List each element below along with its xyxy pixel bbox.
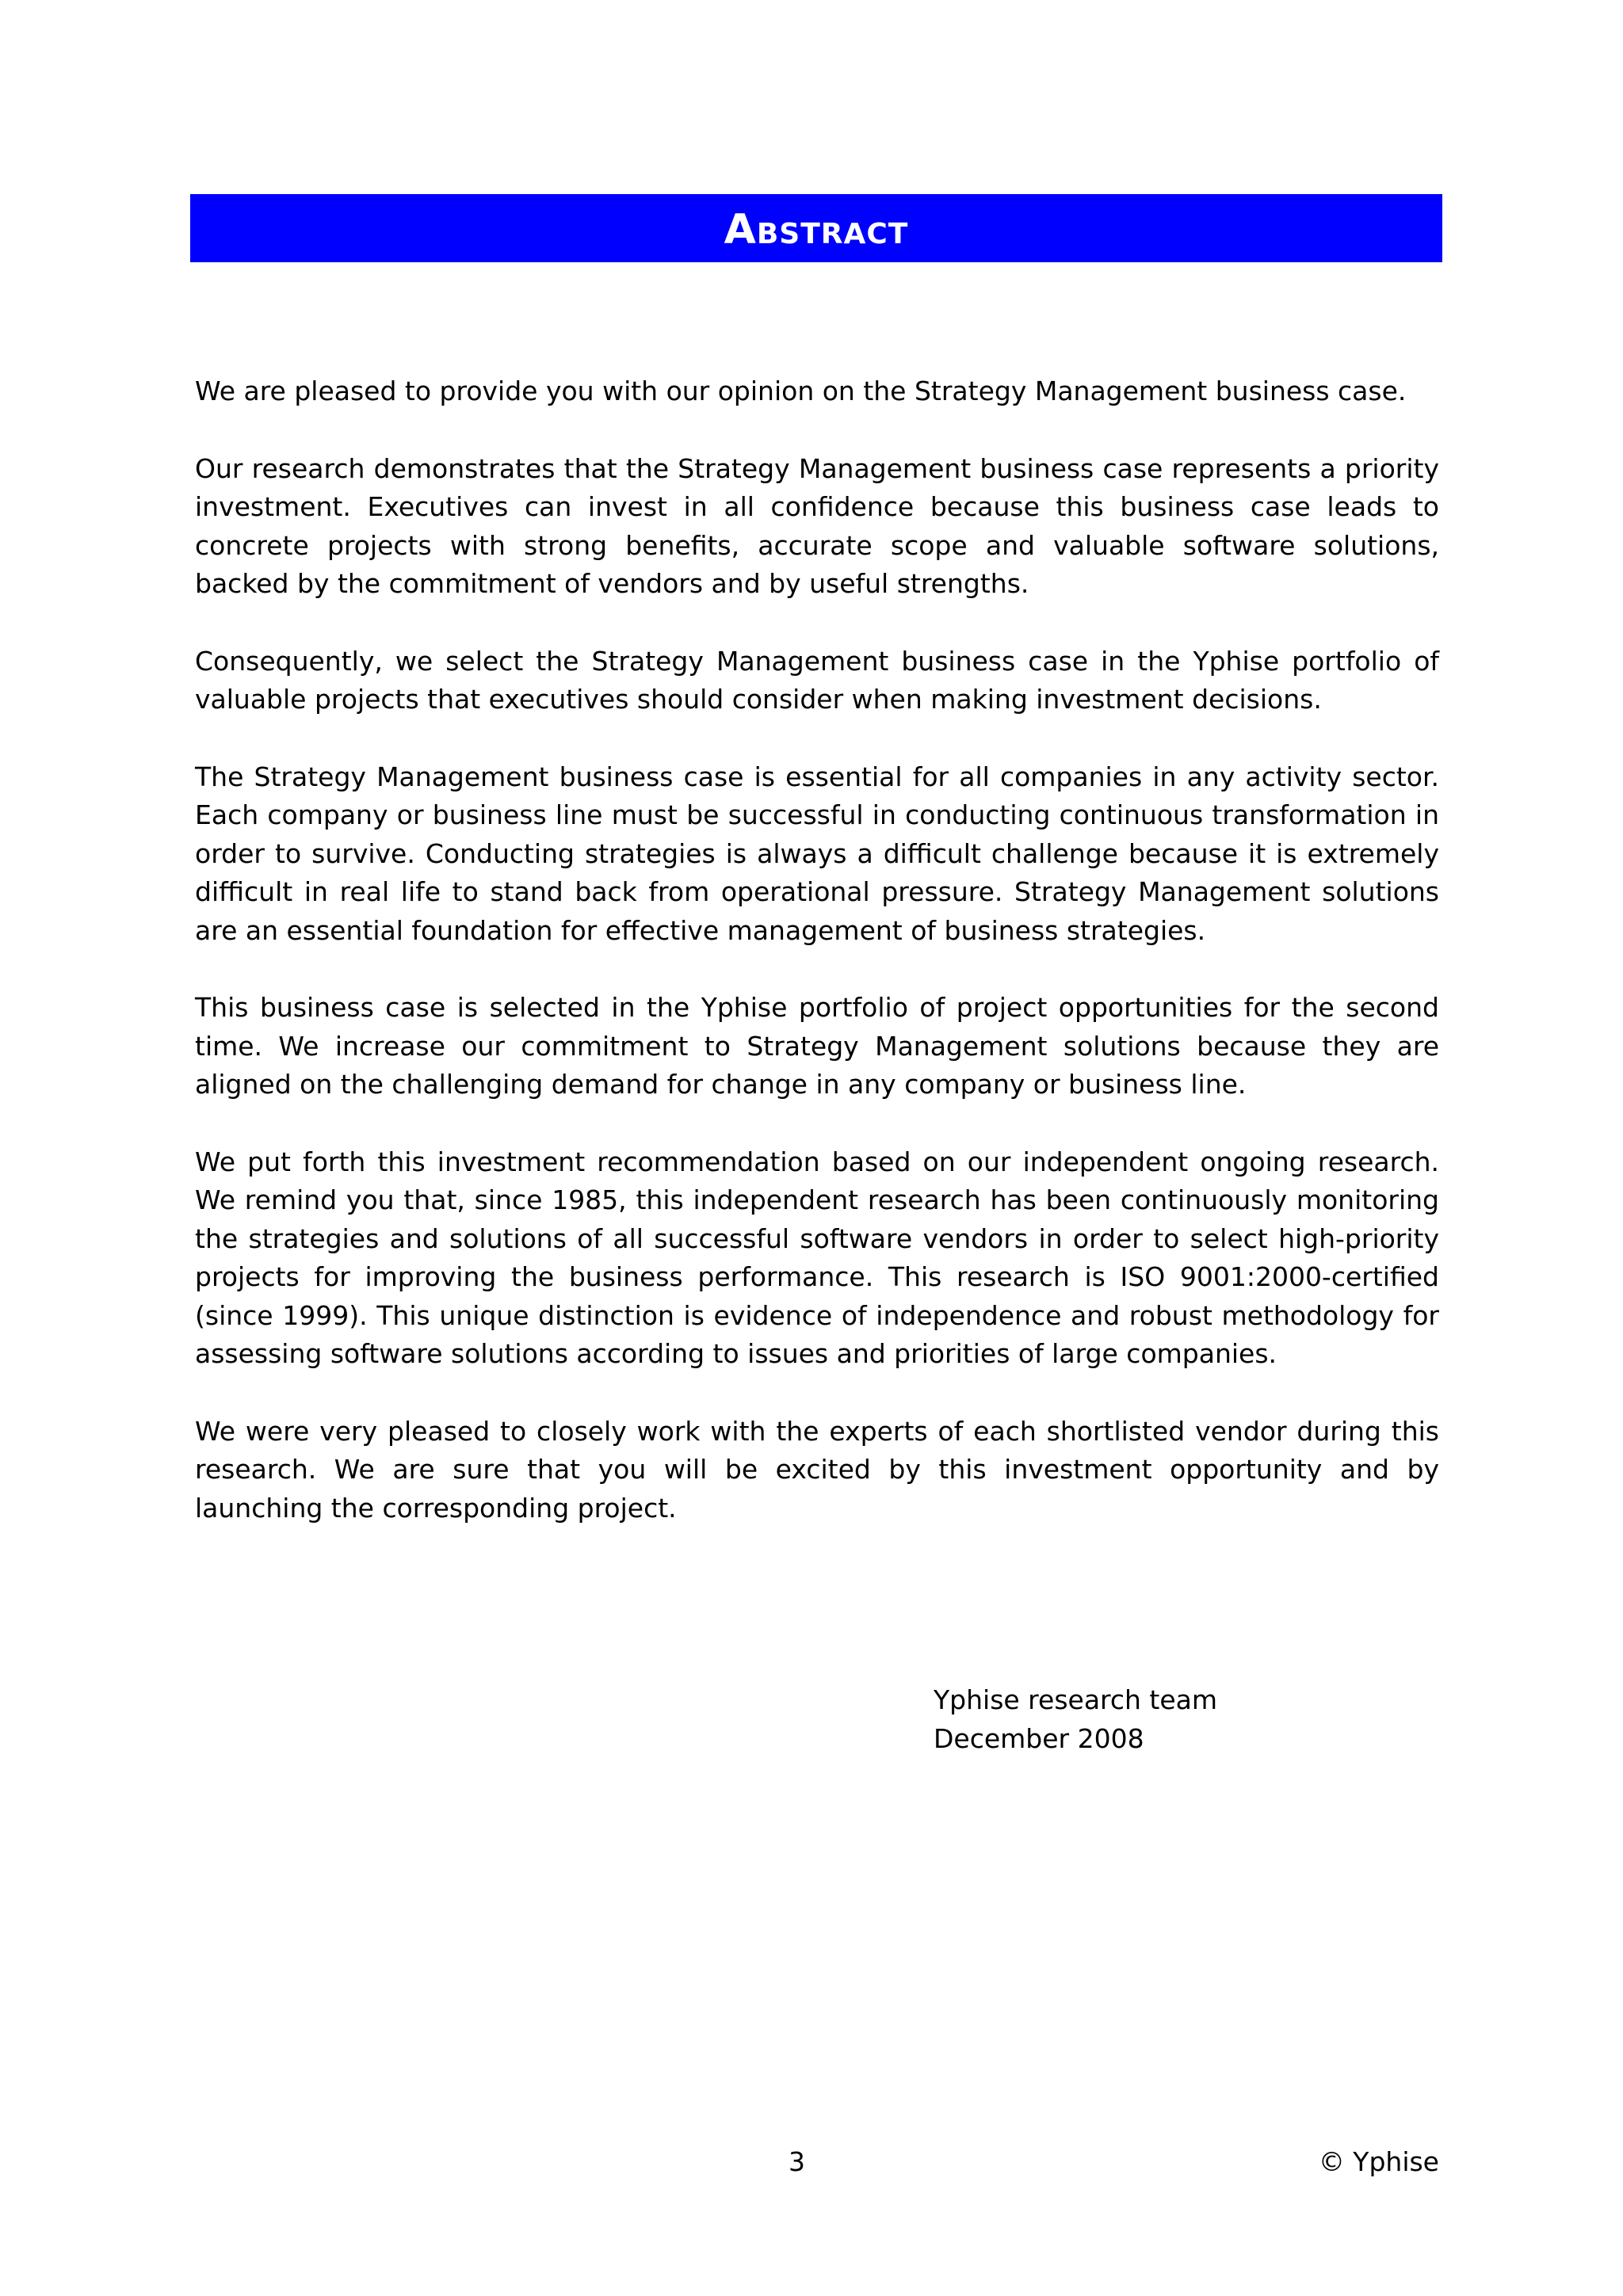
abstract-body [195,372,1439,1566]
paragraph-second-time: This business case is selected in the Yphise portfolio of project opportunities for the second time. We increase our commitment to Strategy Management solutions because they are aligned on the challenging demand for change in any company or business line. [195,992,1439,1100]
signature-team: Yphise research team [934,1684,1218,1715]
paragraph-recommendation: We put forth this investment recommendation based on our independent ongoing research. We remind you that, since 1985, this independent research has been continuously monitoring the strategies and solutions of all successful software vendors in order to select high-priority projects for improving the business performance. This research is ISO 9001:2000-certified (since 1999). This unique distinction is evidence of independence and robust methodology for assessing software solutions according to issues and priorities of large companies. [195,1146,1439,1369]
section-title-banner [190,194,1442,262]
paragraph-essential: The Strategy Management business case is essential for all companies in any activity sector. Each company or business line must be successful in conducting continuous transformation in order to survive. Conducting strategies is always a difficult challenge because it is extremely difficult in real life to stand back from operational pressure. Strategy Management solutions are an essential foundation for effective management of business strategies. [195,761,1439,946]
signature-block [934,1681,1217,1758]
page-number: 3 [789,2146,805,2177]
paragraph-selection: Consequently, we select the Strategy Management business case in the Yphise portfolio of valuable projects that executives should consider when making investment decisions. [195,645,1439,715]
signature-date: December 2008 [934,1722,1144,1754]
paragraph-research: Our research demonstrates that the Strategy Management business case represents a priority investment. Executives can invest in all confidence because this business case leads to concrete projects with strong benefits, accurate scope and valuable software solutions, backed by the commitment of vendors and by useful strengths. [195,452,1439,599]
paragraph-intro: We are pleased to provide you with our opinion on the Strategy Management business case. [195,376,1407,406]
copyright-notice: © Yphise [1318,2146,1439,2177]
section-title: Abstract [724,206,909,254]
paragraph-closing: We were very pleased to closely work with the experts of each shortlisted vendor during this research. We are sure that you will be excited by this investment opportunity and by launching the corresponding project. [195,1415,1439,1524]
